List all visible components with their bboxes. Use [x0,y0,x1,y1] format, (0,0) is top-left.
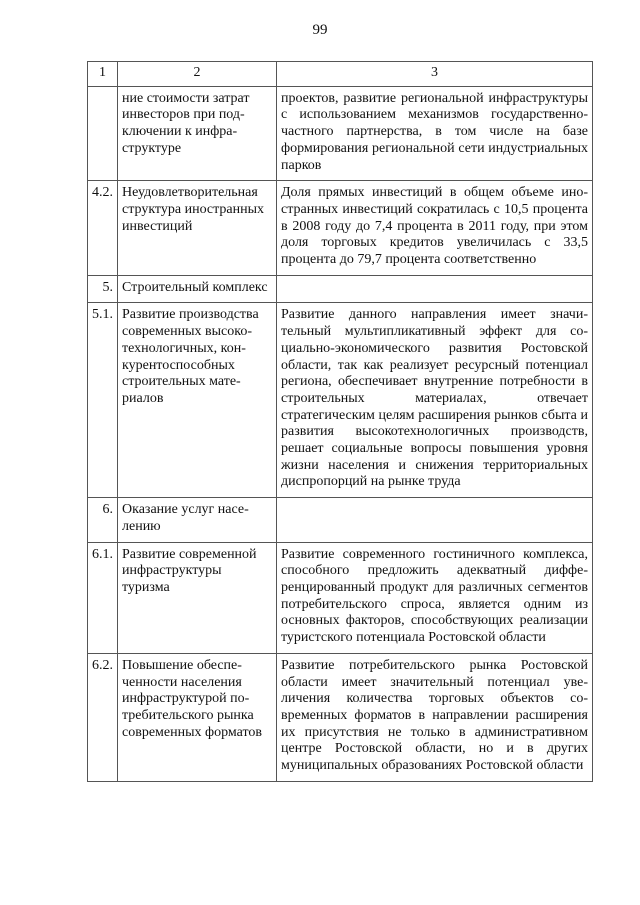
row-number: 6.1. [88,542,118,653]
row-description: Развитие потребительского рынка Ростовской области имеет значительный потенциал увеличения количества торговых объектов современных форматов в направлении расширения их присутствия не только в административном центре Ростовской области, но и в других муниципальных образованиях Ростовской области [277,653,593,781]
row-description [277,498,593,542]
table-row [88,303,593,498]
table-row [88,86,593,181]
column-header-2: 2 [118,62,277,87]
row-description: Доля прямых инвестиций в общем объеме иностранных инвестиций сократилась с 10,5 процента в 2008 году до 7,4 процента в 2011 году, при этом доля торговых кредитов увеличилась с 33,5 процента до 79,7 процента соответственно [277,181,593,276]
table-header-row [88,62,593,87]
row-name: Оказание услуг населению [118,498,277,542]
row-name: Развитие производства современных высокотехнологичных, конкурентоспособных строительных материалов [118,303,277,498]
row-name: Неудовлетворительная структура иностранных инвестиций [118,181,277,276]
row-number: 6.2. [88,653,118,781]
table-row [88,498,593,542]
document-table [87,61,593,782]
table-row [88,542,593,653]
row-name: Повышение обеспеченности населения инфраструктурой потребительского рынка современных форматов [118,653,277,781]
table-row [88,181,593,276]
row-number [88,86,118,181]
row-number: 5. [88,275,118,303]
page-number: 99 [312,22,328,38]
row-description [277,275,593,303]
table-row [88,653,593,781]
row-number: 5.1. [88,303,118,498]
row-description: Развитие данного направления имеет значительный мультипликативный эффект для социально-экономического развития Ростовской области, так как реализует ресурсный потенциал региона, обеспечивает внутренние потребности в строительных материалах, отвечает стратегическим целям расширения рынков сбыта и развития высокотехнологичных производств, решает социальные вопросы повышения уровня жизни населения и снижения территориальных диспропорций на рынке труда [277,303,593,498]
row-name: Развитие современной инфраструктуры туризма [118,542,277,653]
row-description: проектов, развитие региональной инфраструктуры с использованием механизмов государственно-частного партнерства, в том числе на базе формирования региональной сети индустриальных парков [277,86,593,181]
column-header-1: 1 [88,62,118,87]
table-row [88,275,593,303]
row-name: ние стоимости затрат инвесторов при подключении к инфраструктуре [118,86,277,181]
row-number: 6. [88,498,118,542]
row-number: 4.2. [88,181,118,276]
column-header-3: 3 [277,62,593,87]
row-description: Развитие современного гостиничного комплекса, способного предложить адекватный дифференцированный продукт для различных сегментов потребительского спроса, является одним из основных факторов, способствующих реализации туристского потенциала Ростовской области [277,542,593,653]
row-name: Строительный комплекс [118,275,277,303]
